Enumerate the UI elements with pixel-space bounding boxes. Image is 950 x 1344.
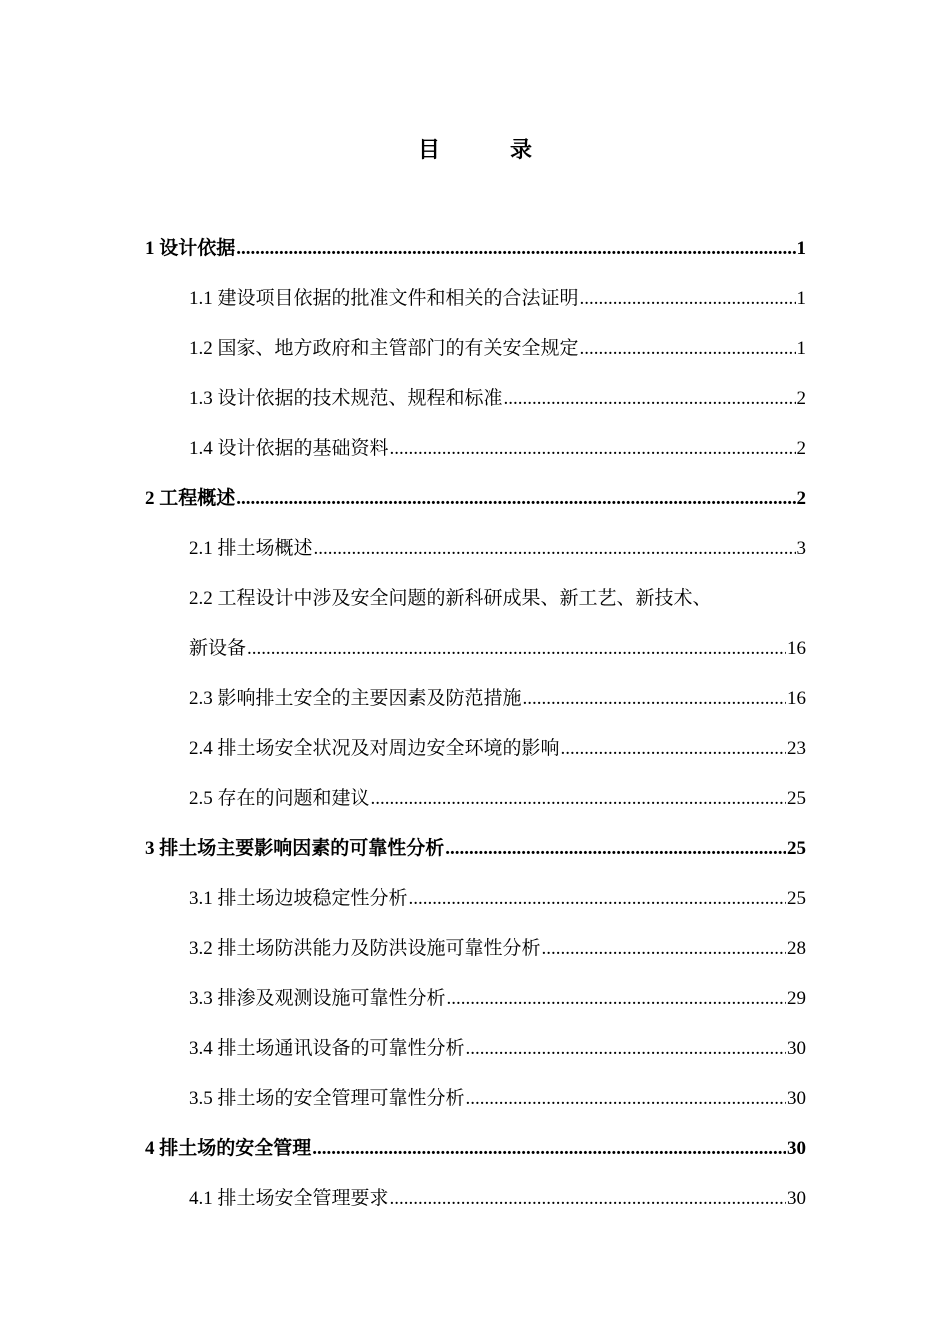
dot-leader xyxy=(390,1174,786,1224)
toc-entry-page: 25 xyxy=(787,838,806,859)
toc-entry-4-1[interactable] xyxy=(145,1174,806,1224)
dot-leader xyxy=(236,224,795,274)
toc-entry-label: 2.1 排土场概述 xyxy=(189,538,313,559)
dot-leader xyxy=(580,324,796,374)
dot-leader xyxy=(312,1124,786,1174)
toc-entry-page: 30 xyxy=(787,1138,806,1159)
toc-entry-label: 3.4 排土场通讯设备的可靠性分析 xyxy=(189,1038,465,1059)
toc-entry-page: 1 xyxy=(796,288,806,309)
dot-leader xyxy=(542,924,786,974)
toc-entry-page: 16 xyxy=(787,688,806,709)
toc-entry-label: 1 设计依据 xyxy=(145,238,236,259)
toc-entry-1-3[interactable] xyxy=(145,374,806,424)
toc-entry-page: 3 xyxy=(796,538,806,559)
toc-entry-label-line2: 新设备 xyxy=(189,638,247,659)
table-of-contents xyxy=(145,224,806,1224)
toc-entry-label: 1.2 国家、地方政府和主管部门的有关安全规定 xyxy=(189,338,579,359)
toc-entry-label: 1.4 设计依据的基础资料 xyxy=(189,438,389,459)
dot-leader xyxy=(236,474,795,524)
toc-entry-label: 3.2 排土场防洪能力及防洪设施可靠性分析 xyxy=(189,938,541,959)
dot-leader xyxy=(390,424,796,474)
dot-leader xyxy=(247,624,786,674)
toc-entry-page: 29 xyxy=(787,988,806,1009)
dot-leader xyxy=(466,1024,786,1074)
toc-entry-3[interactable] xyxy=(145,824,806,874)
toc-entry-page: 1 xyxy=(796,338,806,359)
toc-entry-label: 4 排土场的安全管理 xyxy=(145,1138,312,1159)
toc-entry-page: 25 xyxy=(787,888,806,909)
toc-entry-page: 1 xyxy=(796,238,806,259)
toc-entry-label-line1: 2.2 工程设计中涉及安全问题的新科研成果、新工艺、新技术、 xyxy=(189,588,712,609)
toc-entry-3-1[interactable] xyxy=(145,874,806,924)
dot-leader xyxy=(504,374,796,424)
toc-entry-3-5[interactable] xyxy=(145,1074,806,1124)
toc-entry-2-1[interactable] xyxy=(145,524,806,574)
toc-entry-label: 2 工程概述 xyxy=(145,488,236,509)
toc-entry-1-2[interactable] xyxy=(145,324,806,374)
toc-entry-page: 2 xyxy=(796,488,806,509)
toc-entry-1-1[interactable] xyxy=(145,274,806,324)
dot-leader xyxy=(445,824,786,874)
toc-entry-label: 3.3 排渗及观测设施可靠性分析 xyxy=(189,988,446,1009)
toc-entry-3-2[interactable] xyxy=(145,924,806,974)
toc-entry-label: 2.5 存在的问题和建议 xyxy=(189,788,370,809)
toc-entry-label: 2.4 排土场安全状况及对周边安全环境的影响 xyxy=(189,738,560,759)
toc-entry-page: 30 xyxy=(787,1038,806,1059)
toc-entry-page: 25 xyxy=(787,788,806,809)
dot-leader xyxy=(371,774,786,824)
toc-entry-label: 3.1 排土场边坡稳定性分析 xyxy=(189,888,408,909)
toc-entry-2-4[interactable] xyxy=(145,724,806,774)
toc-entry-label: 3 排土场主要影响因素的可靠性分析 xyxy=(145,838,445,859)
dot-leader xyxy=(580,274,796,324)
toc-entry-2-3[interactable] xyxy=(145,674,806,724)
dot-leader xyxy=(523,674,786,724)
toc-entry-1[interactable] xyxy=(145,224,806,274)
toc-entry-3-4[interactable] xyxy=(145,1024,806,1074)
toc-entry-page: 23 xyxy=(787,738,806,759)
dot-leader xyxy=(314,524,796,574)
toc-entry-label: 3.5 排土场的安全管理可靠性分析 xyxy=(189,1088,465,1109)
toc-entry-label: 4.1 排土场安全管理要求 xyxy=(189,1188,389,1209)
toc-entry-2-2[interactable] xyxy=(145,574,806,674)
page-title: 目 录 xyxy=(417,137,556,162)
toc-entry-page: 16 xyxy=(787,638,806,659)
dot-leader xyxy=(447,974,786,1024)
toc-entry-3-3[interactable] xyxy=(145,974,806,1024)
toc-entry-4[interactable] xyxy=(145,1124,806,1174)
toc-entry-2[interactable] xyxy=(145,474,806,524)
toc-entry-label: 1.1 建设项目依据的批准文件和相关的合法证明 xyxy=(189,288,579,309)
toc-entry-label: 2.3 影响排土安全的主要因素及防范措施 xyxy=(189,688,522,709)
dot-leader xyxy=(466,1074,786,1124)
toc-entry-page: 28 xyxy=(787,938,806,959)
toc-entry-page: 2 xyxy=(796,438,806,459)
toc-entry-2-5[interactable] xyxy=(145,774,806,824)
toc-entry-1-4[interactable] xyxy=(145,424,806,474)
toc-entry-page: 30 xyxy=(787,1088,806,1109)
toc-entry-label: 1.3 设计依据的技术规范、规程和标准 xyxy=(189,388,503,409)
dot-leader xyxy=(409,874,786,924)
toc-entry-page: 2 xyxy=(796,388,806,409)
toc-entry-page: 30 xyxy=(787,1188,806,1209)
dot-leader xyxy=(561,724,786,774)
